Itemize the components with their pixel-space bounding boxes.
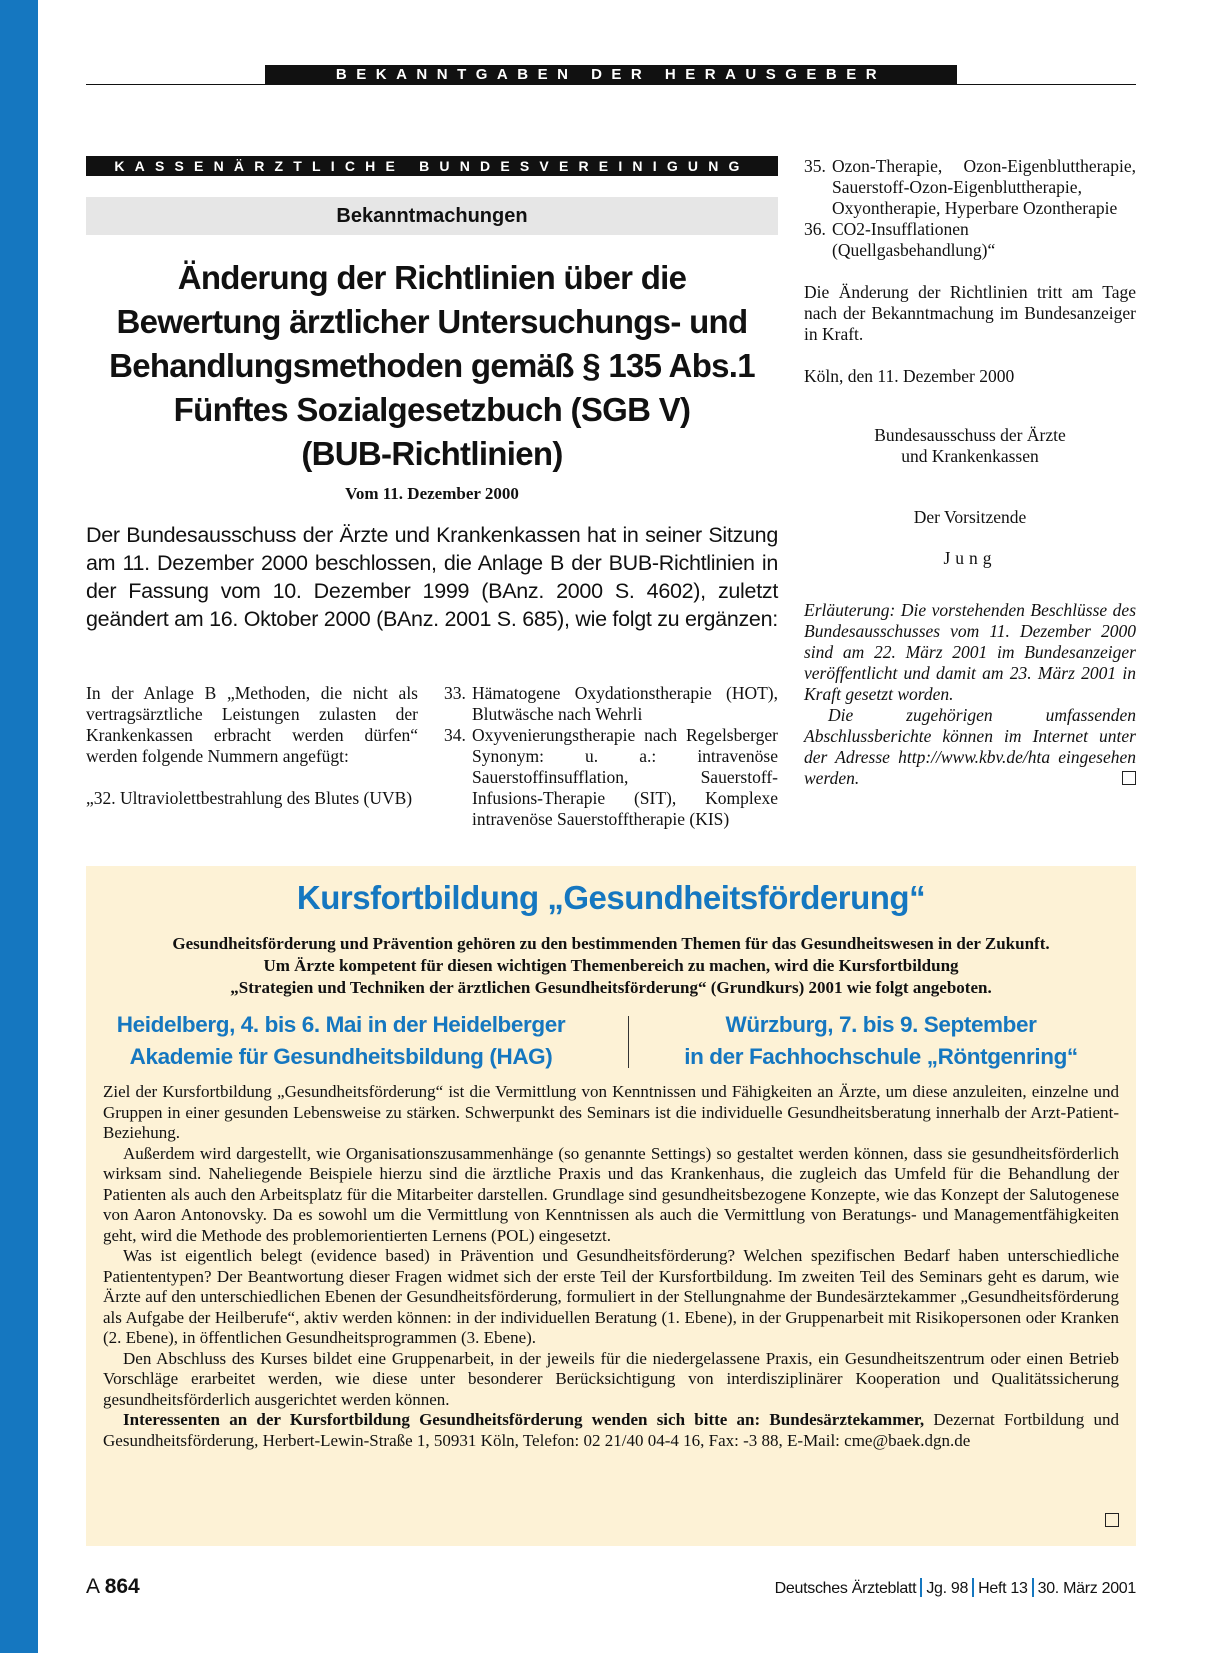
column-1 — [86, 683, 418, 809]
location-divider — [628, 1016, 629, 1068]
title-line: (BUB-Richtlinien) — [301, 435, 563, 472]
location-line: Akademie für Gesundheitsbildung (HAG) — [129, 1044, 553, 1069]
item-number: 36. — [804, 219, 826, 239]
place-date: Köln, den 11. Dezember 2000 — [804, 366, 1015, 386]
journal-name: Deutsches Ärzteblatt — [774, 1580, 917, 1597]
left-accent-bar — [0, 0, 38, 1653]
location-heidelberg — [106, 1009, 576, 1073]
end-mark-icon — [1105, 1513, 1119, 1527]
column-2 — [444, 683, 778, 830]
lead-line: Gesundheitsförderung und Prävention gehören zu den bestimmenden Themen für das Gesundheitswesen in der Zukunft. — [172, 934, 1050, 953]
item-number: 35. — [804, 156, 826, 176]
journal-date: 30. März 2001 — [1037, 1580, 1136, 1597]
course-paragraph: Außerdem wird dargestellt, wie Organisationszusammenhänge (so genannte Settings) so gestaltet werden können, dass sie gesundheitsförderlich wirksam sind. Naheliegende Beispiele hierzu sind die ärztliche Praxis und das Krankenhaus, die zugleich das Umfeld für die Behandlung der Patienten als auch den Arbeitsplatz für die Mitarbeiter darstellen. Grundlage sind gesundheitsbezogene Konzepte, wie das Konzept der Salutogenese von Aaron Antonovsky. Da es sowohl um die Vermittlung von Kenntnissen als auch die Vermittlung von Beratungs- und Managementfähigkeiten geht, wird die Methode des problemorientierten Lernens (POL) eingesetzt. — [103, 1143, 1119, 1245]
page-prefix: A — [86, 1575, 99, 1598]
title-line: Bewertung ärztlicher Untersuchungs- und — [116, 303, 748, 340]
explanation-paragraph: Erläuterung: Die vorstehenden Beschlüsse des Bundesausschusses vom 11. Dezember 2000 sind am 22. März 2001 im Bundesanzeiger veröffentlicht und damit am 23. März 2001 in Kraft gesetzt worden. — [804, 600, 1136, 704]
header-band: BEKANNTGABEN DER HERAUSGEBER — [265, 65, 957, 85]
page-number — [86, 1575, 140, 1599]
article-title — [86, 256, 778, 476]
explanation-paragraph — [804, 705, 1136, 789]
header-rule — [86, 84, 1136, 85]
effective-date-text: Die Änderung der Richtlinien tritt am Tage nach der Bekanntmachung im Bundesanzeiger in Kraft. — [804, 282, 1136, 344]
end-mark-icon — [1122, 771, 1136, 785]
list-item-34 — [444, 725, 778, 830]
list-item-32: „32. Ultraviolettbestrahlung des Blutes (UVB) — [86, 788, 413, 808]
item-text: Oxyvenierungstherapie nach Regelsberger Synonym: u. a.: intravenöse Sauerstoffinsufflation, Sauerstoff-Infusions-Therapie (SIT), Komplexe intravenöse Sauerstofftherapie (KIS) — [472, 725, 778, 829]
title-line: Fünftes Sozialgesetzbuch (SGB V) — [173, 391, 691, 428]
course-paragraph: Den Abschluss des Kurses bildet eine Gruppenarbeit, in der jeweils für die niedergelassene Praxis, ein Gesundheitszentrum oder einen Betrieb Vorschläge erarbeitet werden, wie diese unter besonderer Berücksichtigung von interdisziplinärer Kooperation und Qualitätssicherung gesundheitsförderlich ausgerichtet werden können. — [103, 1348, 1119, 1409]
location-line: Heidelberg, 4. bis 6. Mai in der Heidelberger — [116, 1012, 566, 1037]
course-paragraph: Was ist eigentlich belegt (evidence based) in Prävention und Gesundheitsförderung? Welchen spezifischen Bedarf haben unterschiedliche Patiententypen? Der Beantwortung dieser Fragen widmet sich der erste Teil der Kursfortbildung. Im zweiten Teil des Seminars geht es darum, wie Ärzte auf den unterschiedlichen Ebenen der Gesundheitsförderung, formuliert in der Stellungnahme der Bundesärztekammer „Gesundheitsförderung als Aufgabe der Heilberufe“, aktiv werden können: in der individuellen Beratung (1. Ebene), in der Gruppenarbeit mit Risikopersonen oder Kranken (2. Ebene), in öffentlichen Gesundheitsprogrammen (3. Ebene). — [103, 1246, 1119, 1347]
contact-lead: Interessenten an der Kursfortbildung Gesundheitsförderung wenden sich bitte an: Bundesärztekammer, — [123, 1410, 925, 1429]
committee-line: und Krankenkassen — [901, 446, 1039, 466]
item-number: 34. — [444, 725, 466, 745]
course-paragraph: Ziel der Kursfortbildung „Gesundheitsförderung“ ist die Vermittlung von Kenntnissen und Fähigkeiten an Ärzte, um diese anzuleiten, einzelne und Gruppen in einer gesunden Lebensweise zu stärken. Schwerpunkt des Seminars ist die individuelle Gesundheitsberatung innerhalb der Arzt-Patient-Beziehung. — [103, 1082, 1119, 1142]
footer-separator — [920, 1578, 922, 1597]
location-line: in der Fachhochschule „Röntgenring“ — [684, 1044, 1078, 1069]
committee-line: Bundesausschuss der Ärzte — [874, 425, 1066, 445]
chair-signature: Jung — [943, 548, 997, 568]
list-item-33 — [444, 683, 778, 725]
contact-paragraph — [103, 1410, 1119, 1451]
page-number-value: 864 — [104, 1575, 140, 1598]
contact-details: Dezernat Fortbildung und Gesundheitsförderung, Herbert-Lewin-Straße 1, 50931 Köln, Telefon: 02 21/40 04-4 16, Fax: -3 88, E-Mail: cme@baek.dgn.de — [103, 1410, 1119, 1450]
course-lead — [106, 933, 1116, 999]
committee-name — [804, 425, 1136, 467]
course-title: Kursfortbildung „Gesundheitsförderung“ — [296, 879, 926, 916]
lead-line: Um Ärzte kompetent für diesen wichtigen Themenbereich zu machen, wird die Kursfortbildung — [263, 956, 959, 975]
item-number: 33. — [444, 683, 466, 703]
list-item-36 — [804, 219, 1136, 261]
organization-band: KASSENÄRZTLICHE BUNDESVEREINIGUNG — [86, 156, 778, 176]
title-line: Behandlungsmethoden gemäß § 135 Abs.1 — [109, 347, 755, 384]
section-heading: Bekanntmachungen — [86, 197, 778, 235]
journal-issue: Heft 13 — [978, 1580, 1028, 1597]
course-body — [103, 1082, 1119, 1451]
article-date: Vom 11. Dezember 2000 — [345, 484, 519, 503]
lead-line: „Strategien und Techniken der ärztlichen Gesundheitsförderung“ (Grundkurs) 2001 wie folgt angeboten. — [230, 978, 992, 997]
item-text: CO2-Insufflationen (Quellgasbehandlung)“ — [832, 219, 996, 260]
footer-separator — [972, 1578, 974, 1597]
title-line: Änderung der Richtlinien über die — [177, 259, 687, 296]
journal-volume: Jg. 98 — [926, 1580, 969, 1597]
list-item-35 — [804, 156, 1136, 219]
explanation-text: Die zugehörigen umfassenden Abschlussberichte können im Internet unter der Adresse http://www.kbv.de/hta eingesehen werden. — [804, 705, 1136, 788]
annex-paragraph: In der Anlage B „Methoden, die nicht als vertragsärztliche Leistungen zulasten der Krankenkassen erbracht werden dürfen“ werden folgende Nummern angefügt: — [86, 683, 418, 766]
course-announcement-box — [86, 866, 1136, 1546]
item-text: Hämatogene Oxydationstherapie (HOT), Blutwäsche nach Wehrli — [472, 683, 778, 724]
explanation-note — [804, 600, 1136, 789]
location-line: Würzburg, 7. bis 9. September — [725, 1012, 1037, 1037]
journal-footer — [775, 1578, 1136, 1598]
column-3 — [804, 156, 1136, 789]
chair-title: Der Vorsitzende — [913, 507, 1027, 527]
article-intro: Der Bundesausschuss der Ärzte und Krankenkassen hat in seiner Sitzung am 11. Dezember 2000 beschlossen, die Anlage B der BUB-Richtlinien in der Fassung vom 10. Dezember 1999 (BAnz. 2000 S. 4602), zuletzt geändert am 16. Oktober 2000 (BAnz. 2001 S. 685), wie folgt zu ergänzen: — [86, 523, 778, 631]
location-wuerzburg — [646, 1009, 1116, 1073]
footer-separator — [1032, 1578, 1034, 1597]
item-text: Ozon-Therapie, Ozon-Eigenbluttherapie, Sauerstoff-Ozon-Eigenbluttherapie, Oxyontherapie, Hyperbare Ozontherapie — [832, 156, 1136, 218]
